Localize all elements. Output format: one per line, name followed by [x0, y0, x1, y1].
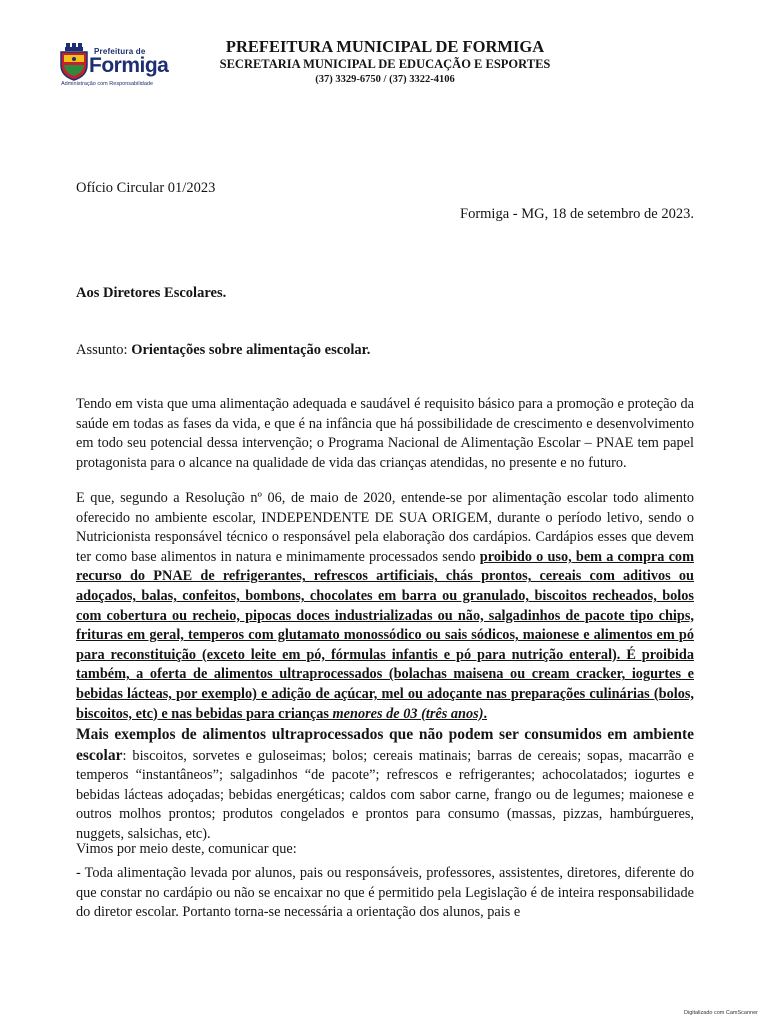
- header-title: PREFEITURA MUNICIPAL DE FORMIGA: [225, 37, 545, 56]
- paragraph-3-lead: Mais exemplos de alimentos ultraprocessados que não podem ser consumidos em ambiente escolar: [76, 726, 694, 764]
- paragraph-2-emphasis: proibido o uso, bem a compra com recurso do PNAE de refrigerantes, refrescos artificiais, chás prontos, cereais com aditivos ou adoçados, balas, confeitos, bombons, chocolates em barra ou granulado, biscoitos recheados, bolos com cobertura ou recheio, pipocas doces industrializadas ou não, salgadinhos de pacote tipo chips, frituras em geral, temperos com glutamato monossódico ou sais sódicos, maionese e alimentos em pó para reconstituição (exceto leite em pó, fórmulas infantis e pó para nutrição enteral). É proibida também, a oferta de alimentos ultraprocessados (bolachas maisena ou cream cracker, iogurtes e bebidas lácteas, por exemplo) e adição de açúcar, mel ou adoçante nas preparações culinárias (bolos, biscoitos, etc) e nas bebidas para crianças: [76, 548, 694, 722]
- letter-reference: Ofício Circular 01/2023: [76, 180, 216, 196]
- subject-label: Assunto:: [76, 342, 132, 358]
- header-phones: (37) 3329-6750 / (37) 3322-4106: [315, 74, 455, 85]
- subject-line: [76, 342, 370, 359]
- header-subtitle: SECRETARIA MUNICIPAL DE EDUCAÇÃO E ESPORTES: [219, 57, 551, 71]
- paragraph-1: Tendo em vista que uma alimentação adequada e saudável é requisito básico para a promoção e proteção da saúde em todas as fases da vida, e que é na infância que há possibilidade de crescimento e desenvolvimento em todo seu potencial dessa intervenção; o Programa Nacional de Alimentação Escolar – PNAE tem papel protagonista para o alcance na qualidade de vida das crianças atendidas, no presente e no futuro.: [76, 396, 694, 471]
- paragraph-5: - Toda alimentação levada por alunos, pais ou responsáveis, professores, assistentes, diretores, diferente do que constar no cardápio ou não se encaixar no que é permitido pela Legislação é de inteira responsabilidade do diretor escolar. Portanto torna-se necessária a orientação dos alunos, pais e: [76, 865, 694, 921]
- paragraph-2-end: .: [483, 705, 488, 722]
- paragraph-2: [76, 489, 694, 724]
- paragraph-3-body: : biscoitos, sorvetes e guloseimas; bolos; cereais matinais; barras de cereais; sopas, macarrão e temperos “instantâneos”; salgadinhos “de pacote”; refrescos e refrigerantes; achocolatados; iogurtes e bebidas lácteas adoçadas; bebidas energéticas; caldos com sabor carne, frango ou de legumes; maionese e outros molhos prontos; produtos congelados e prontos para consumo (massas, pizzas, hambúrgueres, nuggets, salsichas, etc).: [76, 747, 694, 842]
- addressee: Aos Diretores Escolares.: [76, 285, 227, 301]
- logo-city: Formiga: [89, 54, 169, 77]
- logo-slogan: Administração com Responsabilidade: [61, 81, 154, 87]
- place-date: Formiga - MG, 18 de setembro de 2023.: [460, 206, 694, 222]
- formiga-logo: [58, 43, 180, 91]
- coat-of-arms-icon: [58, 43, 90, 81]
- paragraph-2-italic: menores de 03 (três anos): [332, 705, 484, 722]
- paragraph-2-intro: E que, segundo a Resolução nº 06, de maio de 2020, entende-se por alimentação escolar todo alimento oferecido no ambiente escolar, INDEPENDENTE DE SUA ORIGEM, durante o período letivo, sendo o Nutricionista responsável técnico o responsável pela elaboração dos cardápios. Cardápios esses que devem ter como base alimentos in natura e minimamente processados sendo: [76, 490, 694, 565]
- scanner-watermark: Digitalizado com CamScanner: [684, 1010, 758, 1016]
- paragraph-3: [76, 725, 694, 845]
- subject-text: Orientações sobre alimentação escolar.: [131, 342, 371, 358]
- logo-prefix: Prefeitura de: [94, 47, 146, 56]
- paragraph-4: Vimos por meio deste, comunicar que:: [76, 841, 297, 857]
